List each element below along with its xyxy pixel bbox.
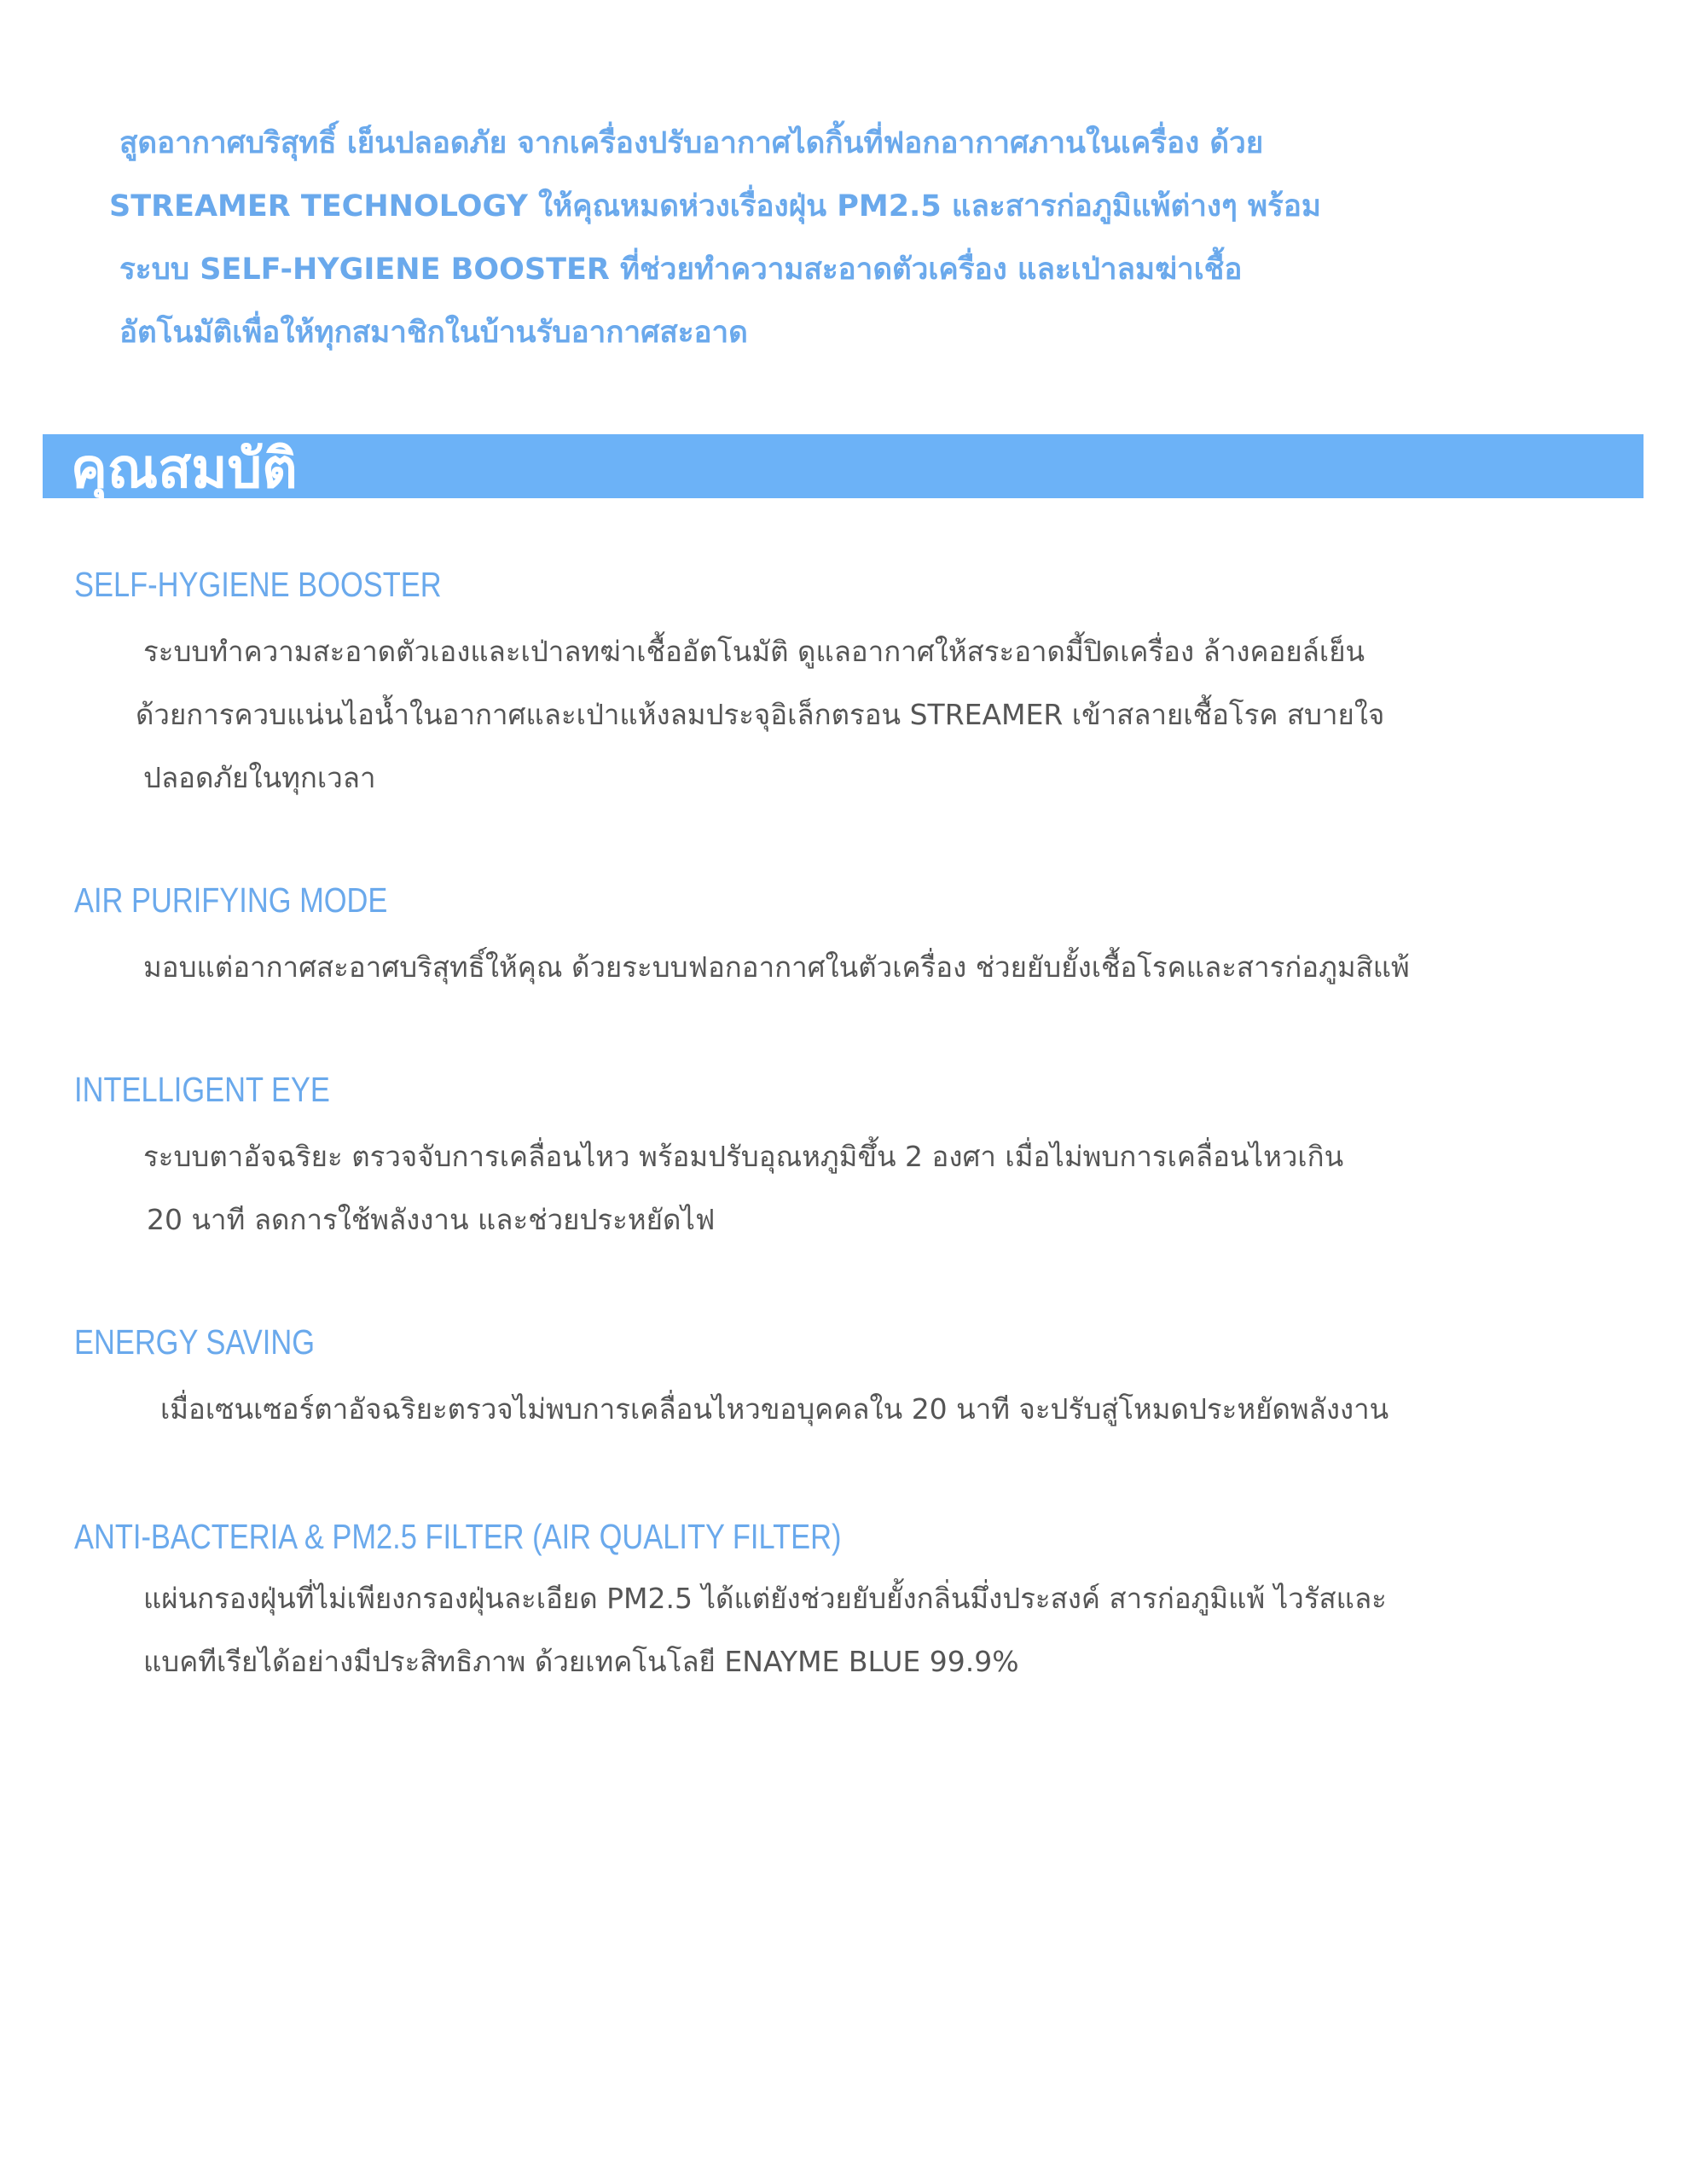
feature-title-text: INTELLIGENT EYE: [74, 1070, 330, 1109]
feature-description-line: มอบแต่อากาศสะอาศบริสุทธิ์ให้คุณ ด้วยระบบฟอกอากาศในตัวเครื่อง ช่วยยับยั้งเชื้อโรคและสารก่อภูมสิแพ้: [143, 950, 1410, 984]
intro-line: STREAMER TECHNOLOGY ให้คุณหมดห่วงเรื่องฝุ่น PM2.5 และสารก่อภูมิแพ้ต่างๆ พร้อม: [109, 189, 1321, 224]
intro-line: สูดอากาศบริสุทธิ์ เย็นปลอดภัย จากเครื่องปรับอากาศไดกิ้นที่ฟอกอากาศภานในเครื่อง ด้วย: [119, 126, 1264, 160]
section-heading: คุณสมบัติ: [71, 438, 298, 501]
feature-description-line: เมื่อเซนเซอร์ตาอัจฉริยะตรวจไม่พบการเคลื่อนไหวขอบุคคลใน 20 นาที จะปรับสู่โหมดประหยัดพลังงาน: [160, 1392, 1389, 1426]
feature-description-line: 20 นาที ลดการใช้พลังงาน และช่วยประหยัดไฟ: [147, 1203, 716, 1236]
feature-description-line: แบคทีเรียได้อย่างมีประสิทธิภาพ ด้วยเทคโนโลยี ENAYME BLUE 99.9%: [143, 1645, 1019, 1678]
feature-description-line: แผ่นกรองฝุ่นที่ไม่เพียงกรองฝุ่นละเอียด PM2.5 ได้แต่ยังช่วยยับยั้งกลิ่นมึ่งประสงค์ สารก่อภูมิแพ้ ไวรัสและ: [143, 1582, 1387, 1615]
feature-title-text: AIR PURIFYING MODE: [74, 880, 388, 920]
section-heading-bar: [43, 434, 1644, 501]
feature-description-line: ปลอดภัยในทุกเวลา: [143, 761, 376, 794]
feature-title-text: ENERGY SAVING: [74, 1322, 315, 1362]
feature-title: [74, 879, 387, 921]
feature-title: [74, 1321, 315, 1363]
feature-title: [74, 563, 442, 606]
feature-description-line: ระบบทำความสะอาดตัวเองและเป่าลทฆ่าเชื้ออัตโนมัติ ดูแลอากาศให้สระอาดมี้ปิดเครื่อง ล้างคอยล์เย็น: [143, 635, 1365, 668]
feature-title: [74, 1068, 330, 1111]
feature-title-suffix: (AIR QUALITY FILTER): [532, 1517, 842, 1556]
feature-title-text: SELF-HYGIENE BOOSTER: [74, 565, 442, 604]
feature-description-line: ด้วยการควบแน่นไอน้ำในอากาศและเป่าแห้งลมประจุอิเล็กตรอน STREAMER เข้าสลายเชื้อโรค สบายใจ: [136, 698, 1385, 731]
intro-line: อัตโนมัติเพื่อให้ทุกสมาชิกในบ้านรับอากาศสะอาด: [119, 316, 748, 350]
feature-title: [74, 1515, 841, 1558]
feature-description-line: ระบบตาอัจฉริยะ ตรวจจับการเคลื่อนไหว พร้อมปรับอุณหภูมิขึ้น 2 องศา เมื่อไม่พบการเคลื่อนไหวเกิน: [143, 1140, 1344, 1173]
feature-title-text: ANTI-BACTERIA & PM2.5 FILTER: [74, 1517, 525, 1556]
intro-line: ระบบ SELF-HYGIENE BOOSTER ที่ช่วยทำความสะอาดตัวเครื่อง และเป่าลมฆ่าเชื้อ: [119, 253, 1243, 287]
